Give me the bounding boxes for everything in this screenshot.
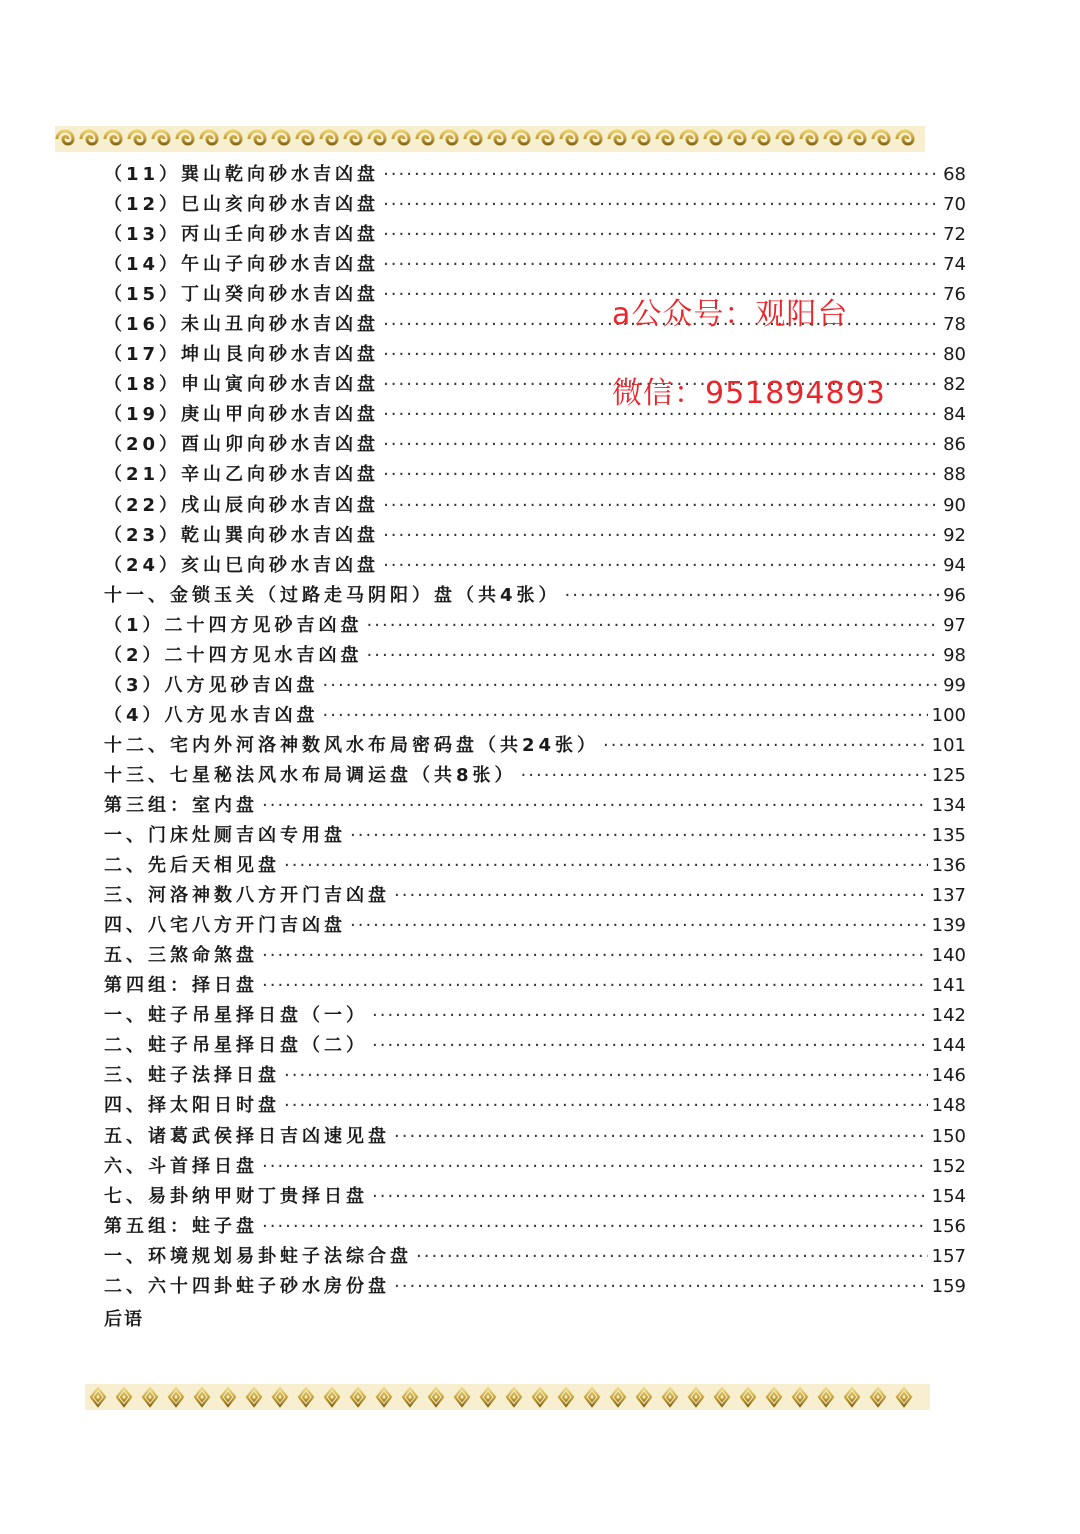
toc-page-number: 139: [931, 915, 966, 937]
toc-leader-dots: [603, 731, 928, 761]
toc-entry-title: （21）辛山乙向砂水吉凶盘: [104, 464, 380, 486]
toc-entry-title: 四、八宅八方开门吉凶盘: [104, 915, 346, 937]
toc-leader-dots: [383, 340, 939, 370]
toc-page-number: 159: [931, 1275, 966, 1297]
toc-leader-dots: [383, 551, 939, 581]
toc-entry: [104, 430, 966, 460]
toc-page-number: 90: [943, 494, 966, 516]
toc-page-number: 136: [931, 855, 966, 877]
toc-entry: [104, 1242, 966, 1272]
toc-leader-dots: [383, 160, 939, 190]
toc-entry-title: （15）丁山癸向砂水吉凶盘: [104, 284, 380, 306]
toc-page-number: 101: [931, 734, 966, 756]
toc-leader-dots: [416, 1242, 928, 1272]
toc-entry-title: （22）戌山辰向砂水吉凶盘: [104, 494, 380, 516]
toc-entry: [104, 821, 966, 851]
toc-page-number: 68: [943, 164, 966, 185]
toc-entry-title: 七、易卦纳甲财丁贵择日盘: [104, 1185, 368, 1207]
toc-entry-title: 三、河洛神数八方开门吉凶盘: [104, 885, 390, 907]
toc-leader-dots: [262, 1152, 928, 1182]
toc-entry-title: （17）坤山艮向砂水吉凶盘: [104, 344, 380, 366]
toc-entry-title: （3）八方见砂吉凶盘: [104, 674, 319, 696]
toc-entry-title: 第三组：室内盘: [104, 794, 258, 816]
toc-entry: [104, 250, 966, 280]
toc-page-number: 70: [943, 194, 966, 216]
toc-page-number: 140: [931, 945, 966, 967]
toc-leader-dots: [284, 1091, 928, 1121]
toc-page-number: 86: [943, 434, 966, 456]
top-ornament-border: [55, 125, 925, 153]
toc-leader-dots: [262, 971, 928, 1001]
toc-leader-dots: [367, 641, 940, 671]
toc-entry: [104, 581, 966, 611]
toc-entry: [104, 1182, 966, 1212]
toc-page-number: 100: [931, 704, 966, 726]
toc-page-number: 76: [943, 284, 966, 306]
toc-entry: [104, 971, 966, 1001]
toc-entry-title: 一、门床灶厕吉凶专用盘: [104, 825, 346, 847]
toc-leader-dots: [383, 430, 939, 460]
toc-entry-title: 六、斗首择日盘: [104, 1155, 258, 1177]
toc-page-number: 135: [931, 825, 966, 847]
toc-entry: [104, 1001, 966, 1031]
toc-entry: [104, 1122, 966, 1152]
toc-page-number: 146: [931, 1065, 966, 1087]
toc-leader-dots: [367, 611, 940, 641]
toc-entry: [104, 1091, 966, 1121]
toc-leader-dots: [383, 190, 939, 220]
toc-entry-title: 第五组：蛀子盘: [104, 1215, 258, 1237]
toc-entry-title: 三、蛀子法择日盘: [104, 1065, 280, 1087]
toc-entry: [104, 491, 966, 521]
toc-leader-dots: [521, 761, 928, 791]
toc-leader-dots: [350, 821, 928, 851]
toc-entry-title: 五、三煞命煞盘: [104, 945, 258, 967]
toc-entry: [104, 611, 966, 641]
toc-page-number: 150: [931, 1125, 966, 1147]
toc-page-number: 94: [943, 554, 966, 576]
toc-entry-title: （12）巳山亥向砂水吉凶盘: [104, 194, 380, 216]
toc-entry-title: 四、择太阳日时盘: [104, 1095, 280, 1117]
toc-entry-title: （13）丙山壬向砂水吉凶盘: [104, 224, 380, 246]
toc-page-number: 78: [943, 314, 966, 336]
toc-entry: [104, 340, 966, 370]
toc-entry-title: （1）二十四方见砂吉凶盘: [104, 614, 363, 636]
toc-entry-title: （11）巽山乾向砂水吉凶盘: [104, 164, 380, 185]
toc-entry-title: 五、诸葛武侯择日吉凶速见盘: [104, 1125, 390, 1147]
toc-entry: [104, 671, 966, 701]
toc-leader-dots: [372, 1031, 928, 1061]
toc-entry-title: 一、环境规划易卦蛀子法综合盘: [104, 1245, 412, 1267]
toc-page-number: 84: [943, 404, 966, 426]
toc-leader-dots: [383, 491, 939, 521]
toc-leader-dots: [394, 1122, 928, 1152]
toc-entry: [104, 941, 966, 971]
toc-page-number: 82: [943, 374, 966, 396]
toc-entry-title: （24）亥山巳向砂水吉凶盘: [104, 554, 380, 576]
toc-leader-dots: [262, 1212, 928, 1242]
toc-entry: [104, 460, 966, 490]
toc-entry-title: 十二、宅内外河洛神数风水布局密码盘（共24张）: [104, 734, 600, 756]
toc-entry-title: （20）酉山卯向砂水吉凶盘: [104, 434, 380, 456]
toc-entry: [104, 190, 966, 220]
toc-entry-title: 一、蛀子吊星择日盘（一）: [104, 1005, 368, 1027]
toc-entry: [104, 220, 966, 250]
toc-entry: [104, 551, 966, 581]
toc-leader-dots: [394, 1272, 928, 1302]
toc-page-number: 156: [931, 1215, 966, 1237]
toc-entry: [104, 881, 966, 911]
toc-entry: [104, 1272, 966, 1302]
toc-entry: [104, 731, 966, 761]
toc-page-number: 142: [931, 1005, 966, 1027]
toc-entry-title: 二、蛀子吊星择日盘（二）: [104, 1035, 368, 1057]
toc-leader-dots: [262, 791, 928, 821]
toc-entry: [104, 1152, 966, 1182]
watermark-line-1: a公众号：观阳台: [612, 297, 849, 332]
afterword-heading: 后语: [104, 1309, 144, 1330]
toc-page-number: 88: [943, 464, 966, 486]
toc-entry: [104, 521, 966, 551]
toc-entry: [104, 641, 966, 671]
toc-entry-title: （23）乾山巽向砂水吉凶盘: [104, 524, 380, 546]
toc-leader-dots: [284, 1061, 928, 1091]
toc-leader-dots: [372, 1182, 928, 1212]
toc-entry-title: 十三、七星秘法风水布局调运盘（共8张）: [104, 764, 517, 786]
bottom-ornament-border: [85, 1380, 930, 1414]
toc-entry-title: 十一、金锁玉关（过路走马阴阳）盘（共4张）: [104, 584, 561, 606]
toc-leader-dots: [394, 881, 928, 911]
toc-leader-dots: [323, 701, 928, 731]
toc-entry-title: 二、先后天相见盘: [104, 855, 280, 877]
toc-leader-dots: [383, 220, 939, 250]
toc-entry: [104, 1212, 966, 1242]
toc-entry: [104, 911, 966, 941]
toc-entry-title: 二、六十四卦蛀子砂水房份盘: [104, 1275, 390, 1297]
watermark-line-2: 微信：951894893: [612, 376, 886, 411]
toc-entry-title: （2）二十四方见水吉凶盘: [104, 644, 363, 666]
toc-leader-dots: [262, 941, 928, 971]
toc-entry-title: （4）八方见水吉凶盘: [104, 704, 319, 726]
toc-page-number: 125: [931, 764, 966, 786]
toc-page-number: 144: [931, 1035, 966, 1057]
toc-page-number: 97: [943, 614, 966, 636]
toc-leader-dots: [284, 851, 928, 881]
toc-leader-dots: [383, 460, 939, 490]
toc-page-number: 134: [931, 794, 966, 816]
toc-page-number: 74: [943, 254, 966, 276]
toc-page-number: 80: [943, 344, 966, 366]
toc-entry: [104, 701, 966, 731]
toc-page-number: 154: [931, 1185, 966, 1207]
toc-page-number: 98: [943, 644, 966, 666]
toc-entry: [104, 1031, 966, 1061]
toc-page-number: 141: [931, 975, 966, 997]
toc-entry: [104, 160, 966, 190]
toc-page-number: 92: [943, 524, 966, 546]
toc-leader-dots: [383, 250, 939, 280]
toc-page-number: 99: [943, 674, 966, 696]
toc-page-number: 152: [931, 1155, 966, 1177]
toc-leader-dots: [383, 521, 939, 551]
toc-page-number: 96: [943, 584, 966, 606]
toc-page-number: 137: [931, 885, 966, 907]
toc-leader-dots: [350, 911, 928, 941]
toc-entry-title: （19）庚山甲向砂水吉凶盘: [104, 404, 380, 426]
toc-entry: [104, 851, 966, 881]
toc-entry: [104, 1061, 966, 1091]
toc-entry-title: 第四组：择日盘: [104, 975, 258, 997]
toc-entry-title: （16）未山丑向砂水吉凶盘: [104, 314, 380, 336]
toc-leader-dots: [372, 1001, 928, 1031]
toc-entry: [104, 761, 966, 791]
toc-leader-dots: [565, 581, 940, 611]
toc-entry-title: （14）午山子向砂水吉凶盘: [104, 254, 380, 276]
toc-page-number: 157: [931, 1245, 966, 1267]
toc-page-number: 148: [931, 1095, 966, 1117]
toc-entry-title: （18）申山寅向砂水吉凶盘: [104, 374, 380, 396]
toc-page-number: 72: [943, 224, 966, 246]
toc-entry: [104, 791, 966, 821]
toc-leader-dots: [323, 671, 940, 701]
